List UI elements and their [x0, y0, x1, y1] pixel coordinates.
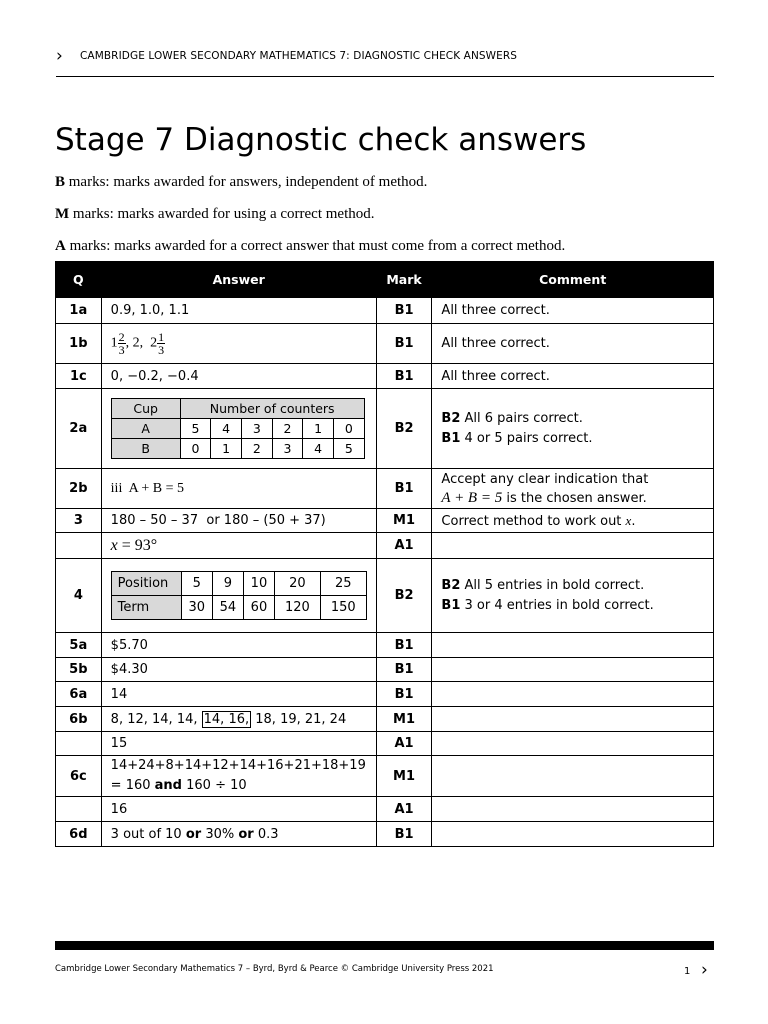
counter-value: 0	[333, 419, 364, 439]
comment-cell: All three correct.	[432, 364, 714, 389]
answer-cell: 3 out of 10 or 30% or 0.3	[101, 822, 376, 847]
position-value: 5	[181, 572, 212, 596]
table-row	[56, 797, 714, 822]
table-row	[56, 533, 714, 559]
table-row	[56, 682, 714, 707]
question-number: 5a	[56, 633, 102, 658]
answer-cell: $5.70	[101, 633, 376, 658]
mark-cell: M1	[376, 509, 432, 533]
position-value: 10	[243, 572, 274, 596]
comment-cell	[432, 633, 714, 658]
term-label: Term	[111, 596, 181, 620]
question-number	[56, 533, 102, 559]
counter-value: 5	[333, 439, 364, 459]
col-header-comment: Comment	[432, 262, 714, 298]
mark-cell: B1	[376, 469, 432, 509]
answer-cell: 16	[101, 797, 376, 822]
comment-cell	[432, 822, 714, 847]
counter-value: 2	[272, 419, 303, 439]
question-number: 6b	[56, 707, 102, 732]
table-row	[56, 822, 714, 847]
question-number: 1c	[56, 364, 102, 389]
comment-cell	[432, 732, 714, 756]
answer-cell	[101, 324, 376, 364]
counter-value: 4	[303, 439, 334, 459]
answer-cell: 14+24+8+14+12+14+16+21+18+19 = 160 and 160 ÷ 10	[101, 756, 376, 797]
mark-cell: B1	[376, 324, 432, 364]
footer-bar	[55, 941, 714, 950]
counters-header: Number of counters	[180, 399, 364, 419]
position-value: 20	[275, 572, 321, 596]
answer-cell: 14	[101, 682, 376, 707]
comment-cell	[432, 682, 714, 707]
comment-cell: All three correct.	[432, 298, 714, 324]
counter-value: 1	[211, 439, 242, 459]
table-row	[56, 633, 714, 658]
definition-a: A marks: marks awarded for a correct answer that must come from a correct method.	[55, 238, 566, 254]
answer-cell: iii A + B = 5	[101, 469, 376, 509]
definition-m: M marks: marks awarded for using a correct method.	[55, 206, 375, 222]
table-row	[56, 324, 714, 364]
page-title: Stage 7 Diagnostic check answers	[55, 122, 587, 158]
mark-cell: A1	[376, 533, 432, 559]
mixed-number-whole: 1	[110, 335, 118, 351]
chevron-right-icon[interactable]: ›	[701, 960, 708, 980]
counters-table	[111, 398, 365, 459]
counter-value: 3	[241, 419, 272, 439]
question-number: 1a	[56, 298, 102, 324]
answer-cell: 180 – 50 – 37 or 180 – (50 + 37)	[101, 509, 376, 533]
question-number: 6c	[56, 756, 102, 797]
sequence-table	[111, 571, 367, 620]
definition-b: B marks: marks awarded for answers, independent of method.	[55, 174, 428, 190]
comment-cell: B2 All 6 pairs correct. B1 4 or 5 pairs correct.	[432, 389, 714, 469]
position-value: 25	[320, 572, 366, 596]
page-number: 1	[684, 966, 691, 977]
col-header-mark: Mark	[376, 262, 432, 298]
table-row	[56, 509, 714, 533]
mark-cell: B1	[376, 682, 432, 707]
mark-cell: B1	[376, 658, 432, 682]
answer-text: , 2, 2	[125, 335, 158, 351]
term-value: 120	[275, 596, 321, 620]
mark-cell: B1	[376, 633, 432, 658]
comment-cell: B2 All 5 entries in bold correct. B1 3 or 4 entries in bold correct.	[432, 559, 714, 633]
counter-value: 2	[241, 439, 272, 459]
answer-cell: 0, −0.2, −0.4	[101, 364, 376, 389]
cup-label: B	[111, 439, 180, 459]
comment-cell: Accept any clear indication that A + B = 5 is the chosen answer.	[432, 469, 714, 509]
position-label: Position	[111, 572, 181, 596]
table-row	[56, 732, 714, 756]
answer-cell: 0.9, 1.0, 1.1	[101, 298, 376, 324]
header-text: CAMBRIDGE LOWER SECONDARY MATHEMATICS 7: DIAGNOSTIC CHECK ANSWERS	[80, 50, 518, 62]
mark-cell: B1	[376, 364, 432, 389]
answers-table	[55, 261, 714, 847]
question-number: 6a	[56, 682, 102, 707]
counter-value: 4	[211, 419, 242, 439]
mark-cell: B2	[376, 559, 432, 633]
footer-copyright: Cambridge Lower Secondary Mathematics 7 – Byrd, Byrd & Pearce © Cambridge University Press 2021	[55, 964, 494, 974]
term-value: 30	[181, 596, 212, 620]
question-number: 4	[56, 559, 102, 633]
mark-cell: M1	[376, 756, 432, 797]
mark-cell: B1	[376, 298, 432, 324]
mark-cell: A1	[376, 732, 432, 756]
comment-cell	[432, 533, 714, 559]
cup-header: Cup	[111, 399, 180, 419]
answer-cell: x = 93°	[101, 533, 376, 559]
fraction: $\frac{2}{3}$	[118, 330, 125, 357]
question-number: 2b	[56, 469, 102, 509]
term-value: 54	[212, 596, 243, 620]
table-row	[56, 756, 714, 797]
question-number	[56, 732, 102, 756]
mark-cell: B2	[376, 389, 432, 469]
mark-cell: B1	[376, 822, 432, 847]
comment-cell	[432, 797, 714, 822]
question-number: 2a	[56, 389, 102, 469]
col-header-q: Q	[56, 262, 102, 298]
table-row	[56, 298, 714, 324]
table-row	[56, 559, 714, 633]
question-number: 6d	[56, 822, 102, 847]
comment-cell	[432, 658, 714, 682]
answer-cell: 15	[101, 732, 376, 756]
answer-cell	[101, 389, 376, 469]
answer-cell	[101, 559, 376, 633]
question-number	[56, 797, 102, 822]
fraction: $\frac{1}{3}$	[158, 330, 165, 357]
counter-value: 0	[180, 439, 211, 459]
chevron-right-icon: ›	[56, 46, 63, 66]
cup-label: A	[111, 419, 180, 439]
term-value: 60	[243, 596, 274, 620]
mark-cell: M1	[376, 707, 432, 732]
comment-cell	[432, 756, 714, 797]
table-header-row	[56, 262, 714, 298]
question-number: 3	[56, 509, 102, 533]
table-row	[56, 707, 714, 732]
table-row	[56, 364, 714, 389]
table-row	[56, 389, 714, 469]
boxed-values: 14, 16,	[203, 711, 250, 727]
answer-cell: $4.30	[101, 658, 376, 682]
table-row	[56, 658, 714, 682]
answer-cell: 8, 12, 14, 14, 14, 16, 18, 19, 21, 24	[101, 707, 376, 732]
col-header-answer: Answer	[101, 262, 376, 298]
comment-cell: All three correct.	[432, 324, 714, 364]
question-number: 1b	[56, 324, 102, 364]
table-row	[56, 469, 714, 509]
running-header	[56, 46, 714, 77]
mark-cell: A1	[376, 797, 432, 822]
counter-value: 3	[272, 439, 303, 459]
counter-value: 1	[303, 419, 334, 439]
position-value: 9	[212, 572, 243, 596]
term-value: 150	[320, 596, 366, 620]
counter-value: 5	[180, 419, 211, 439]
question-number: 5b	[56, 658, 102, 682]
comment-cell	[432, 707, 714, 732]
comment-cell: Correct method to work out x.	[432, 509, 714, 533]
